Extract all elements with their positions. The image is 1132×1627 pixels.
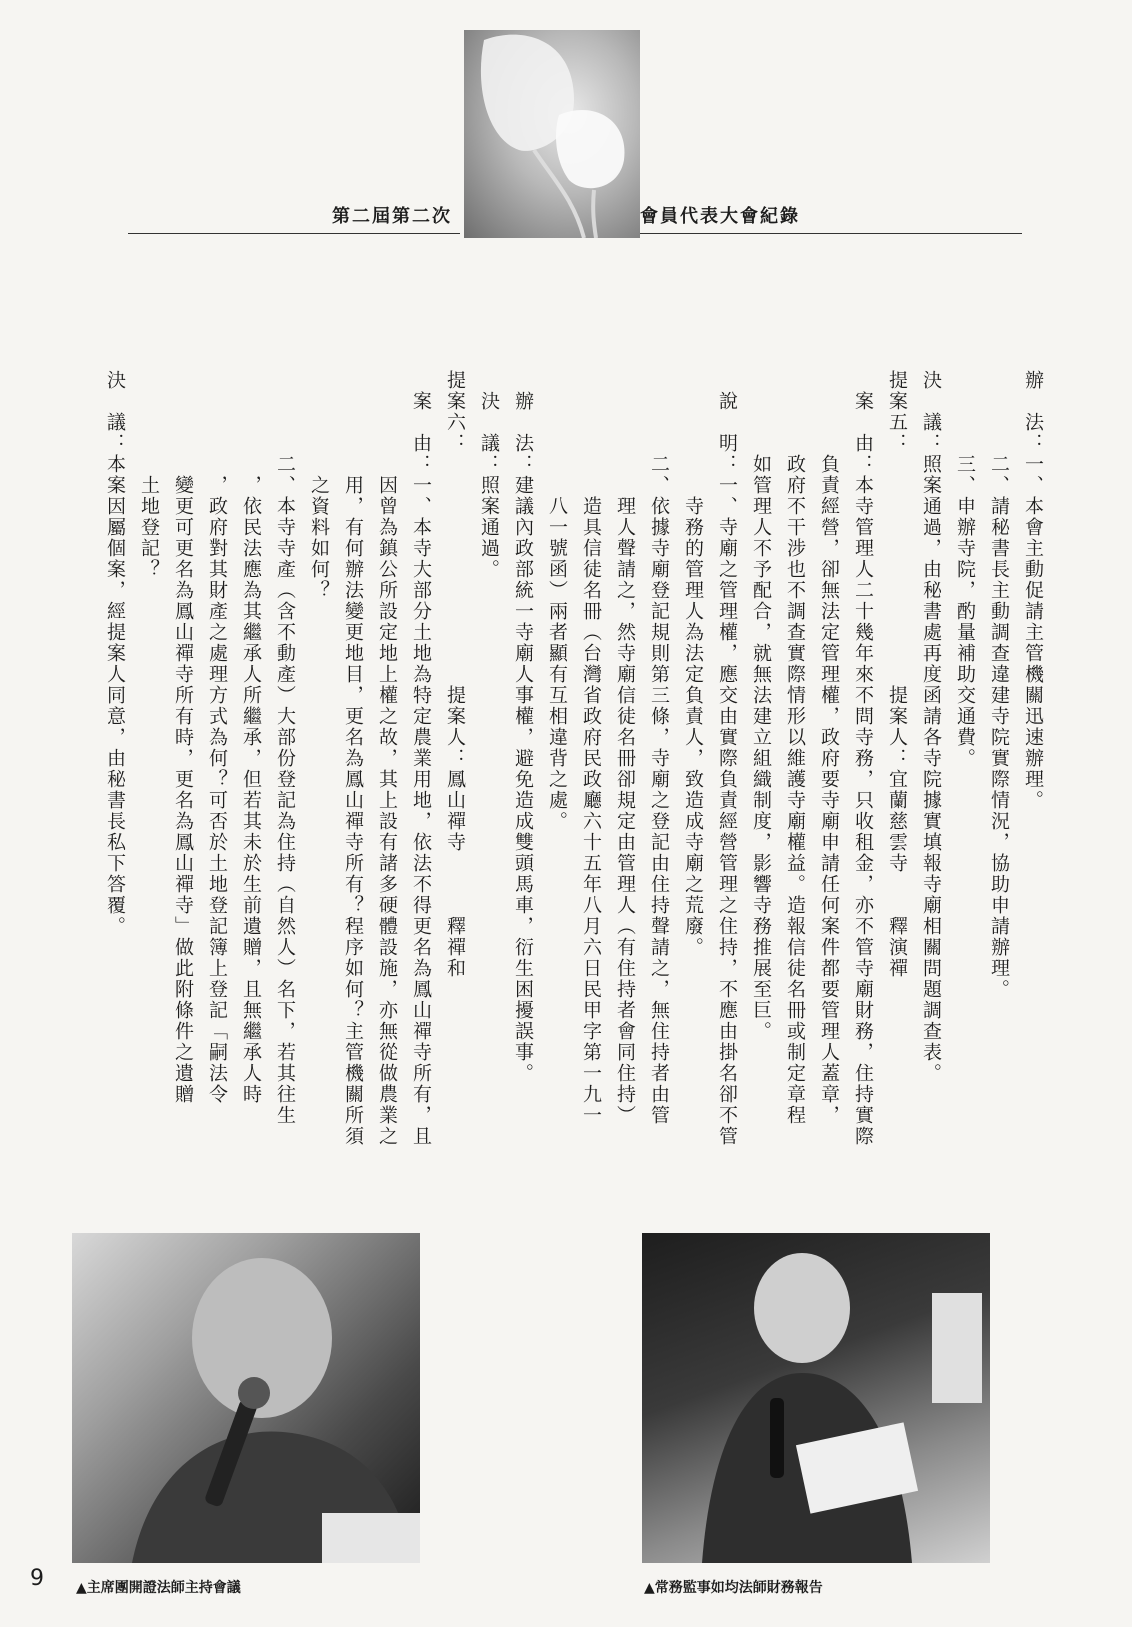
body-line: 因曾為鎮公所設定地上權之故，其上設有諸多硬體設施，亦無從做農業之	[376, 370, 398, 1147]
header-rule-right	[640, 233, 1022, 234]
page-number: 9	[30, 1566, 44, 1591]
lotus-illustration	[464, 30, 640, 238]
body-line: 決 議：照案通過。	[478, 370, 500, 580]
monk-speaker-illustration	[72, 1233, 420, 1563]
meeting-photo-chairman	[72, 1233, 420, 1563]
body-line: 三、申辦寺院，酌量補助交通費。	[954, 370, 976, 769]
body-line: 案 由：本寺管理人二十幾年來不問寺務，只收租金，亦不管寺廟財務，住持實際	[852, 370, 874, 1147]
body-line: 土地登記？	[138, 370, 160, 580]
photo-caption-right: ▲常務監事如均法師財務報告	[644, 1580, 823, 1596]
body-line: ，依民法應為其繼承人所繼承，但若其未於生前遺贈，且無繼承人時	[240, 370, 262, 1105]
body-line: 理人聲請之，然寺廟信徒名冊卻規定由管理人（有住持者會同住持）	[614, 370, 636, 1126]
body-line: 辦 法：建議內政部統一寺廟人事權，避免造成雙頭馬車，衍生困擾誤事。	[512, 370, 534, 1084]
lotus-photo	[464, 30, 640, 238]
body-line: 之資料如何？	[308, 370, 330, 601]
body-line: 如管理人不予配合，就無法建立組織制度，影響寺務推展至巨。	[750, 370, 772, 1042]
nun-speaker-illustration	[642, 1233, 990, 1563]
header-rule-left	[128, 233, 460, 234]
body-line: 案 由：一、本寺大部分土地為特定農業用地，依法不得更名為鳳山禪寺所有，且	[410, 370, 432, 1147]
body-line: 造具信徒名冊（台灣省政府民政廳六十五年八月六日民甲字第一九一	[580, 370, 602, 1126]
photo-caption-left: ▲主席團開證法師主持會議	[76, 1580, 241, 1596]
header-title-right: 會員代表大會紀錄	[640, 206, 800, 227]
body-line: 八一號函）兩者顯有互相違背之處。	[546, 370, 568, 832]
body-line: 用，有何辦法變更地目，更名為鳳山禪寺所有？程序如何？主管機關所須	[342, 370, 364, 1147]
body-line: 決 議：本案因屬個案，經提案人同意，由秘書長私下答覆。	[104, 370, 126, 937]
body-line: 辦 法：一、本會主動促請主管機關迅速辦理。	[1022, 370, 1044, 811]
body-line: 決 議：照案通過，由秘書處再度函請各寺院據實填報寺廟相關問題調查表。	[920, 370, 942, 1084]
body-line: 負責經營，卻無法定管理權，政府要寺廟申請任何案件都要管理人蓋章，	[818, 370, 840, 1126]
body-line: 說 明：一、寺廟之管理權，應交由實際負責經營管理之住持，不應由掛名卻不管	[716, 370, 738, 1147]
body-line: 寺務的管理人為法定負責人，致造成寺廟之荒廢。	[682, 370, 704, 958]
body-line: 二、本寺寺產（含不動產）大部份登記為住持（自然人）名下，若其往生	[274, 370, 296, 1126]
meeting-photo-finance	[642, 1233, 990, 1563]
body-line: 提案六： 提案人：鳳山禪寺 釋禪和	[444, 370, 466, 979]
body-line: 政府不干涉也不調查實際情形以維護寺廟權益。造報信徒名冊或制定章程	[784, 370, 806, 1126]
header-title-left: 第二屆第二次	[332, 206, 452, 227]
body-line: 二、請秘書長主動調查違建寺院實際情況，協助申請辦理。	[988, 370, 1010, 1000]
body-line: ，政府對其財產之處理方式為何？可否於土地登記簿上登記「嗣法令	[206, 370, 228, 1105]
body-line: 提案五： 提案人：宜蘭慈雲寺 釋演禪	[886, 370, 908, 979]
body-line: 二、依據寺廟登記規則第三條，寺廟之登記由住持聲請之，無住持者由管	[648, 370, 670, 1126]
body-line: 變更可更名為鳳山禪寺所有時，更名為鳳山禪寺」做此附條件之遺贈	[172, 370, 194, 1105]
